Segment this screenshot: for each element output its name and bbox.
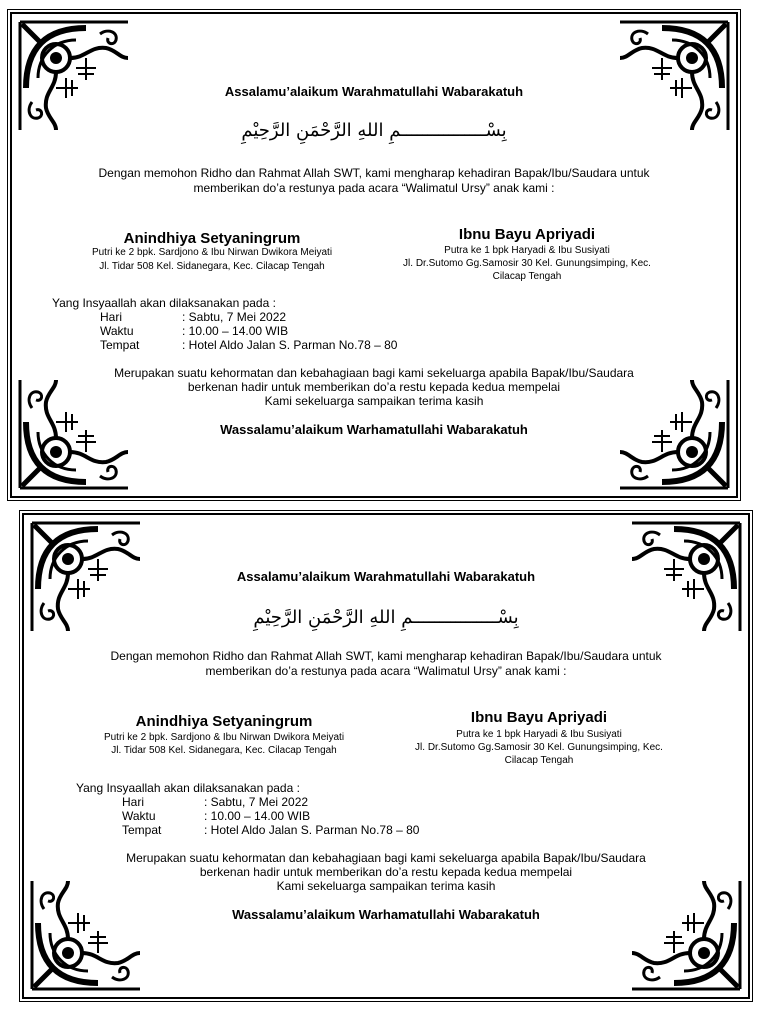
time-value: : 10.00 – 14.00 WIB	[204, 809, 311, 823]
event-time-row	[100, 324, 288, 339]
farewell: Wassalamu’alaikum Warhamatullahi Wabarakatuh	[220, 422, 528, 437]
groom-name: Ibnu Bayu Apriyadi	[458, 226, 596, 243]
event-time-row	[122, 809, 310, 824]
closing-line-1: Merupakan suatu kehormatan dan kebahagiaan bagi kami sekeluarga apabila Bapak/Ibu/Saudara	[126, 851, 646, 865]
event-intro: Yang Insyaallah akan dilaksanakan pada :	[52, 296, 276, 310]
bride-name: Anindhiya Setyaningrum	[123, 230, 301, 247]
closing-line-3: Kami sekeluarga sampaikan terima kasih	[264, 394, 484, 408]
event-day-row	[100, 310, 286, 325]
groom-address-line-1: Jl. Dr.Sutomo Gg.Samosir 30 Kel. Gunungsimping, Kec.	[415, 742, 663, 753]
invitation-card-1	[10, 12, 738, 498]
day-value: : Sabtu, 7 Mei 2022	[182, 310, 287, 324]
bride-parents: Putri ke 2 bpk. Sardjono & Ibu Nirwan Dwikora Meiyati	[91, 247, 333, 258]
intro-line-1: Dengan memohon Ridho dan Rahmat Allah SWT, kami mengharap kehadiran Bapak/Ibu/Saudara untuk	[110, 649, 662, 663]
closing-line-3: Kami sekeluarga sampaikan terima kasih	[276, 879, 496, 893]
event-place-row	[122, 823, 419, 838]
corner-ornament-icon	[16, 18, 134, 136]
greeting: Assalamu’alaikum Warahmatullahi Wabarakatuh	[224, 84, 524, 99]
event-intro: Yang Insyaallah akan dilaksanakan pada :	[76, 781, 300, 795]
intro-line-1: Dengan memohon Ridho dan Rahmat Allah SWT, kami mengharap kehadiran Bapak/Ibu/Saudara untuk	[98, 166, 650, 180]
basmala: بِسْــــــــــــــــمِ اللهِ الرَّحْمَنِ الرَّحِيْمِ	[253, 607, 519, 628]
event-place-row	[100, 338, 397, 353]
greeting: Assalamu’alaikum Warahmatullahi Wabarakatuh	[236, 569, 536, 584]
bride-name: Anindhiya Setyaningrum	[135, 713, 313, 730]
corner-ornament-icon	[614, 18, 732, 136]
closing-line-2: berkenan hadir untuk memberikan do’a restu kepada kedua mempelai	[199, 865, 573, 879]
bride-parents: Putri ke 2 bpk. Sardjono & Ibu Nirwan Dwikora Meiyati	[103, 732, 345, 743]
groom-parents: Putra ke 1 bpk Haryadi & Ibu Susiyati	[456, 729, 622, 740]
groom-name: Ibnu Bayu Apriyadi	[470, 709, 608, 726]
bride-address: Jl. Tidar 508 Kel. Sidanegara, Kec. Cilacap Tengah	[111, 745, 337, 756]
day-value: : Sabtu, 7 Mei 2022	[204, 795, 309, 809]
place-value: : Hotel Aldo Jalan S. Parman No.78 – 80	[182, 338, 398, 352]
groom-parents: Putra ke 1 bpk Haryadi & Ibu Susiyati	[444, 245, 610, 256]
groom-address-line-2: Cilacap Tengah	[492, 271, 562, 282]
day-label: Hari	[122, 795, 145, 809]
time-label: Waktu	[122, 809, 156, 823]
groom-address-line-1: Jl. Dr.Sutomo Gg.Samosir 30 Kel. Gunungsimping, Kec.	[403, 258, 651, 269]
place-value: : Hotel Aldo Jalan S. Parman No.78 – 80	[204, 823, 420, 837]
time-label: Waktu	[100, 324, 134, 338]
bride-address: Jl. Tidar 508 Kel. Sidanegara, Kec. Cilacap Tengah	[99, 261, 325, 272]
time-value: : 10.00 – 14.00 WIB	[182, 324, 289, 338]
closing-line-1: Merupakan suatu kehormatan dan kebahagiaan bagi kami sekeluarga apabila Bapak/Ibu/Saudara	[114, 366, 634, 380]
groom-address-line-2: Cilacap Tengah	[504, 755, 574, 766]
day-label: Hari	[100, 310, 123, 324]
intro-line-2: memberikan do’a restunya pada acara “Walimatul Ursy” anak kami :	[193, 181, 555, 195]
farewell: Wassalamu’alaikum Warhamatullahi Wabarakatuh	[232, 907, 540, 922]
event-day-row	[122, 795, 308, 810]
intro-line-2: memberikan do’a restunya pada acara “Walimatul Ursy” anak kami :	[205, 664, 567, 678]
place-label: Tempat	[122, 823, 162, 837]
place-label: Tempat	[100, 338, 140, 352]
invitation-card-2	[22, 513, 750, 999]
closing-line-2: berkenan hadir untuk memberikan do’a restu kepada kedua mempelai	[187, 380, 561, 394]
basmala: بِسْــــــــــــــــمِ اللهِ الرَّحْمَنِ الرَّحِيْمِ	[241, 120, 507, 141]
